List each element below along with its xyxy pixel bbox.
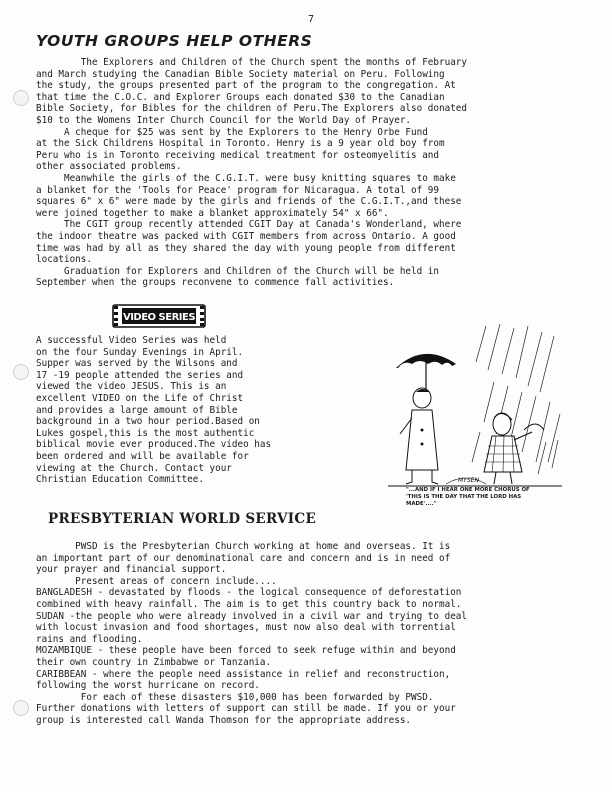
text-line: "...AND IF I HEAR ONE MORE CHORUS OF <box>406 487 530 493</box>
text-line: For each of these disasters $10,000 has been forwarded by PWSD. <box>36 691 434 703</box>
text-line: The CGIT group recently attended CGIT Day at Canada's Wonderland, where <box>36 219 462 231</box>
text-line: time was had by all as they shared the day with young people from different <box>36 242 456 254</box>
text-line: SUDAN -the people who were already involved in a civil war and trying to deal <box>36 610 467 622</box>
text-line: following the worst hurricane on record. <box>36 680 260 692</box>
text-line: on the four Sunday Evenings in April. <box>36 346 244 358</box>
text-line: Peru who is in Toronto receiving medical treatment for osteomyelitis and <box>36 149 439 161</box>
text-line: Supper was served by the Wilsons and <box>36 358 238 370</box>
text-line: $10 to the Womens Inter Church Council for the World Day of Prayer. <box>36 114 412 126</box>
text-line: other associated problems. <box>36 161 182 173</box>
presbyterian-world-service-title: PRESBYTERIAN WORLD SERVICE <box>48 511 317 527</box>
text-line: your prayer and financial support. <box>36 564 227 576</box>
punch-hole-bottom <box>13 700 29 716</box>
text-line: their own country in Zimbabwe or Tanzania. <box>36 656 272 668</box>
text-line: excellent VIDEO on the Life of Christ <box>36 392 244 404</box>
text-line: an important part of our denominational care and concern and is in need of <box>36 552 451 564</box>
cartoon-caption <box>406 487 530 508</box>
text-line: that time the C.O.C. and Explorer Groups each donated $30 to the Canadian <box>36 91 445 103</box>
text-line: MADE'...." <box>406 501 437 507</box>
text-line: CARIBBEAN - where the people need assistance in relief and reconstruction, <box>36 668 451 680</box>
text-line: the study, the groups presented part of the program to the congregation. At <box>36 80 456 92</box>
text-line: A cheque for $25 was sent by the Explorers to the Henry Orbe Fund <box>36 126 428 138</box>
text-line: been ordered and will be available for <box>36 450 249 462</box>
text-line: locations. <box>36 254 92 266</box>
text-line: Lukes gospel,this is the most authentic <box>36 427 255 439</box>
text-line: biblical movie ever produced.The video has <box>36 439 272 451</box>
punch-hole-top <box>13 90 29 106</box>
video-series-article <box>36 335 271 486</box>
text-line: at the Sick Childrens Hospital in Toronto. Henry is a 9 year old boy from <box>36 138 445 150</box>
text-line: rains and flooding. <box>36 633 143 645</box>
text-line: and provides a large amount of Bible <box>36 404 238 416</box>
text-line: viewed the video JESUS. This is an <box>36 381 227 393</box>
text-line: BANGLADESH - devastated by floods - the logical consequence of deforestation <box>36 587 462 599</box>
text-line: 'THIS IS THE DAY THAT THE LORD HAS <box>406 494 522 500</box>
text-line: viewing at the Church. Contact your <box>36 462 232 474</box>
text-line: The Explorers and Children of the Church spent the months of February <box>36 57 467 68</box>
text-line: combined with heavy rainfall. The aim is to get this country back to normal. <box>36 598 462 610</box>
text-line: Further donations with letters of support can still be made. If you or your <box>36 703 456 715</box>
text-line: squares 6" x 6" were made by the girls and friends of the C.G.I.T.,and these <box>36 196 462 208</box>
text-line: PWSD is the Presbyterian Church working at home and overseas. It is <box>36 541 451 552</box>
text-line: group is interested call Wanda Thomson for the appropriate address. <box>36 714 412 726</box>
text-line: were joined together to make a blanket approximately 54" x 66". <box>36 207 389 219</box>
youth-groups-article <box>36 57 467 289</box>
text-line: A successful Video Series was held <box>36 335 227 346</box>
text-line: Graduation for Explorers and Children of the Church will be held in <box>36 265 439 277</box>
text-line: September when the groups reconvene to commence fall activities. <box>36 277 395 289</box>
video-series-logo-text: VIDEO SERIES <box>122 312 196 323</box>
page-number: 7 <box>308 14 315 25</box>
text-line: 17 -19 people attended the series and <box>36 369 244 381</box>
text-line: the indoor theatre was packed with CGIT members from across Ontario. A good <box>36 230 456 242</box>
punch-hole-middle <box>13 364 29 380</box>
text-line: and March studying the Canadian Bible Society material on Peru. Following <box>36 68 445 80</box>
video-series-logo <box>112 302 206 330</box>
text-line: Present areas of concern include.... <box>36 575 277 587</box>
text-line: with locust invasion and food shortages, must now also deal with torrential <box>36 622 456 634</box>
text-line: background in a two hour period.Based on <box>36 416 260 428</box>
cartoon-signature: MYSEN <box>458 477 479 484</box>
text-line: MOZAMBIQUE - these people have been forced to seek refuge within and beyond <box>36 645 456 657</box>
text-line: Christian Education Committee. <box>36 474 204 486</box>
text-line: a blanket for the 'Tools for Peace' program for Nicaragua. A total of 99 <box>36 184 439 196</box>
rain-umbrella-cartoon <box>376 322 564 490</box>
text-line: Meanwhile the girls of the C.G.I.T. were busy knitting squares to make <box>36 172 456 184</box>
pwsd-article <box>36 541 467 727</box>
youth-groups-title: YOUTH GROUPS HELP OTHERS <box>36 32 313 50</box>
text-line: Bible Society, for Bibles for the children of Peru.The Explorers also donated <box>36 103 467 115</box>
